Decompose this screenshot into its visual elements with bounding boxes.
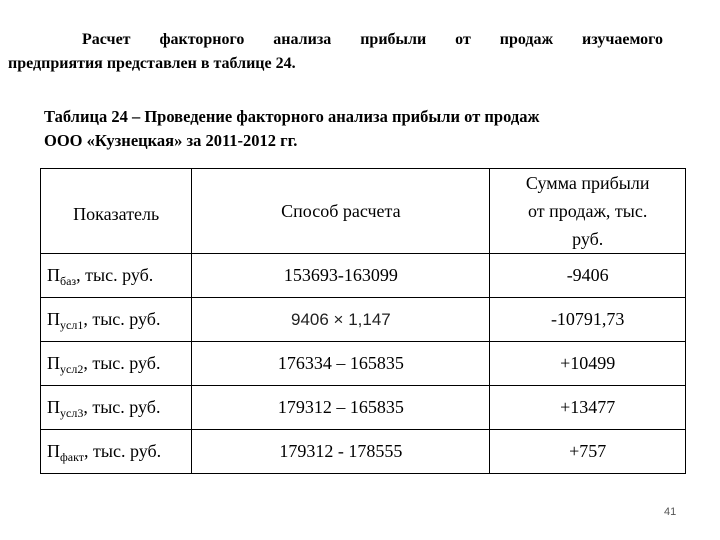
- row-value: +757: [490, 430, 686, 474]
- header-sum-line-3: руб.: [572, 229, 604, 249]
- row-method: 179312 - 178555: [192, 430, 490, 474]
- intro-line-1: Расчет факторного анализа прибыли от продаж изучаемого: [82, 31, 663, 48]
- row-method: 153693-163099: [192, 254, 490, 298]
- row-method: 176334 – 165835: [192, 342, 490, 386]
- indicator-symbol: П: [47, 441, 60, 461]
- table-header-row: [41, 169, 686, 254]
- indicator-subscript: факт: [60, 450, 85, 464]
- table-row: [41, 430, 686, 474]
- table-row: [41, 298, 686, 342]
- indicator-unit: , тыс. руб.: [83, 397, 161, 417]
- indicator-unit: , тыс. руб.: [83, 309, 161, 329]
- row-value: +13477: [490, 386, 686, 430]
- indicator-subscript: усл1: [60, 318, 84, 332]
- row-value: -9406: [490, 254, 686, 298]
- indicator-subscript: усл2: [60, 362, 84, 376]
- indicator-symbol: П: [47, 397, 60, 417]
- intro-line-2: предприятия представлен в таблице 24.: [8, 55, 296, 72]
- indicator-unit: , тыс. руб.: [84, 441, 162, 461]
- indicator-subscript: баз: [60, 274, 77, 288]
- table-row: [41, 342, 686, 386]
- header-method: Способ расчета: [192, 169, 490, 254]
- row-indicator: [41, 386, 192, 430]
- row-indicator: [41, 430, 192, 474]
- row-value: -10791,73: [490, 298, 686, 342]
- row-indicator: [41, 298, 192, 342]
- indicator-symbol: П: [47, 353, 60, 373]
- intro-paragraph: [8, 28, 663, 76]
- indicator-symbol: П: [47, 309, 60, 329]
- row-method-formula: 9406 × 1,147: [291, 310, 391, 329]
- row-method: 179312 – 165835: [192, 386, 490, 430]
- indicator-unit: , тыс. руб.: [83, 353, 161, 373]
- table-row: [41, 386, 686, 430]
- header-sum-line-1: Сумма прибыли: [525, 173, 650, 193]
- page-number: 41: [664, 506, 677, 518]
- caption-line-2: ООО «Кузнецкая» за 2011-2012 гг.: [44, 131, 298, 150]
- row-value: +10499: [490, 342, 686, 386]
- row-method: [192, 298, 490, 342]
- caption-line-1: Таблица 24 – Проведение факторного анализа прибыли от продаж: [44, 107, 540, 126]
- indicator-subscript: усл3: [60, 406, 84, 420]
- header-indicator: Показатель: [41, 169, 192, 254]
- row-indicator: [41, 342, 192, 386]
- indicator-unit: , тыс. руб.: [76, 265, 154, 285]
- row-indicator: [41, 254, 192, 298]
- header-sum-line-2: от продаж, тыс.: [528, 201, 648, 221]
- table-caption: [44, 105, 684, 153]
- factor-analysis-table: [40, 168, 686, 474]
- indicator-symbol: П: [47, 265, 60, 285]
- header-sum: [490, 169, 686, 254]
- table-row: [41, 254, 686, 298]
